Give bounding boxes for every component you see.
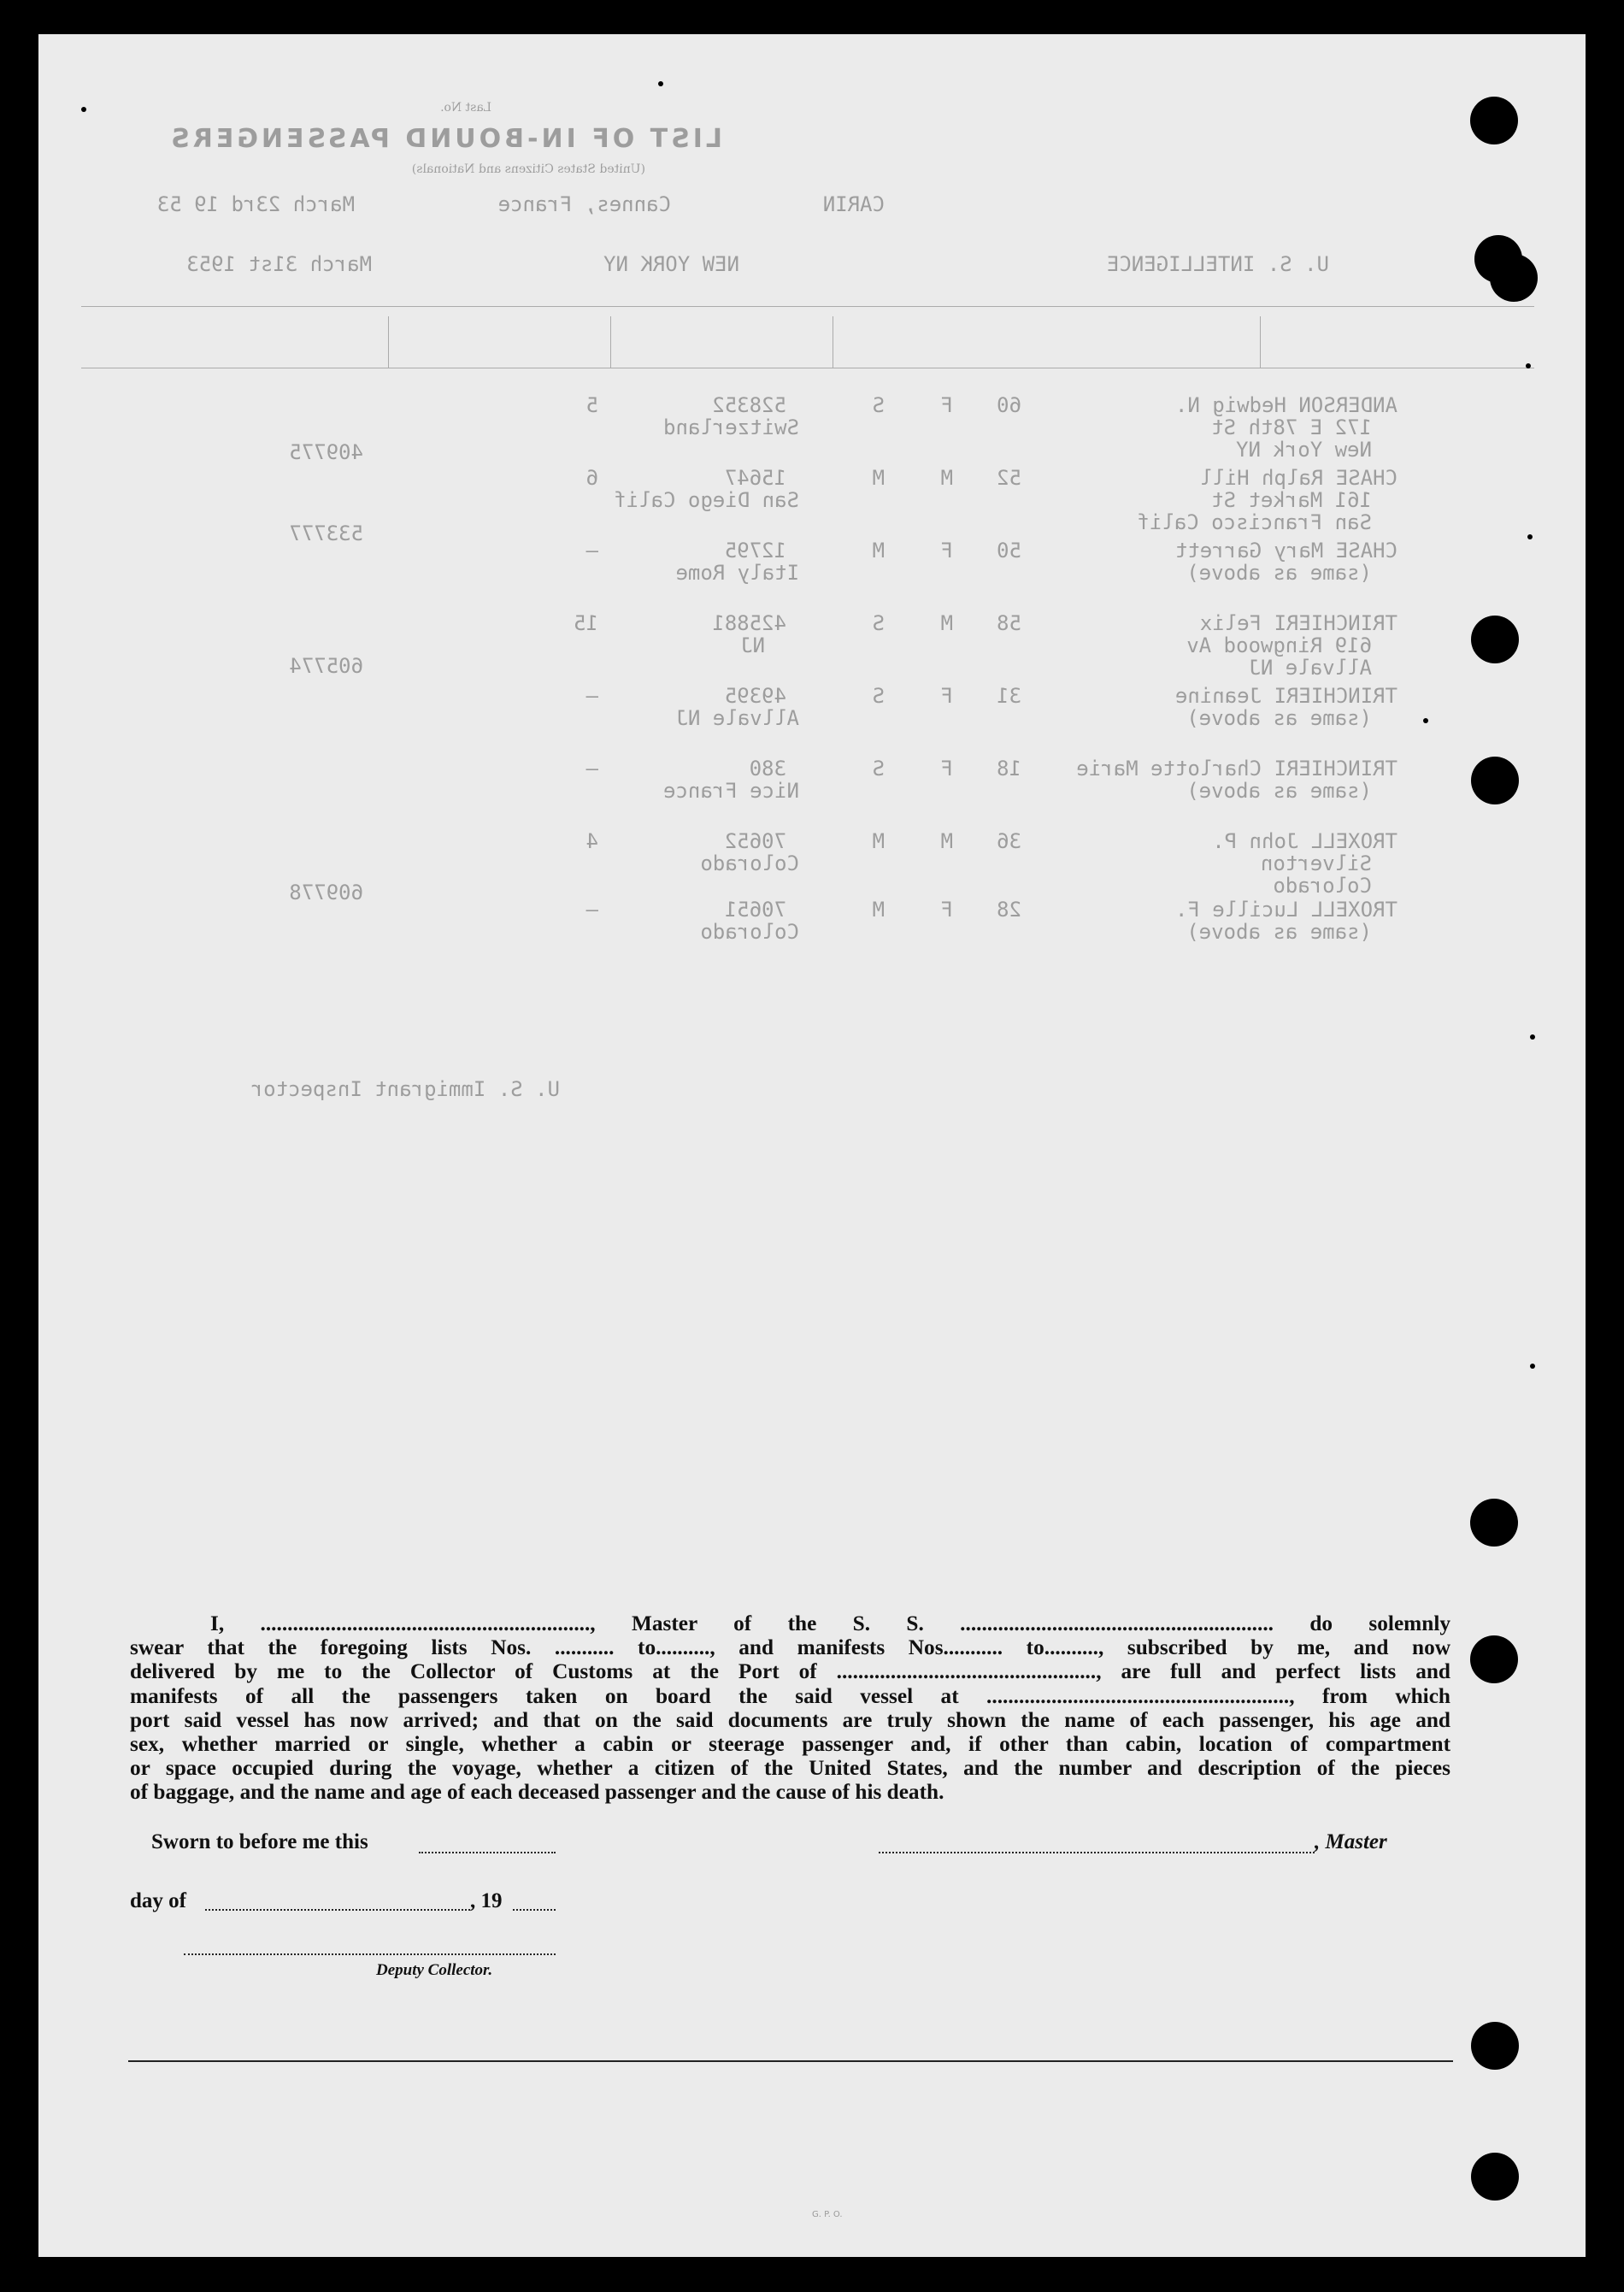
oath-line: I, ............................................................., Master of the S. S. .......................................................... do solemnly [210,1611,1450,1635]
bleed-entry-row: — [585,539,598,563]
bleed-entry-row: 5 [585,393,598,417]
bleed-rule [610,316,611,368]
speck [1527,534,1533,539]
year-line [513,1909,556,1911]
oath-line: port said vessel has now arrived; and that on the said documents are truly shown the name of each passenger, his age and [130,1707,1450,1732]
speck [1530,1034,1535,1040]
bleed-entry-passport: 425881 [712,611,786,635]
bleed-departure-date: March 23rd 19 53 [156,192,355,216]
bleed-arrival-port: NEW YORK NY [603,252,739,276]
bleed-entry-age: 50 [997,539,1021,563]
bleed-entry-name: TROXELL Lucille F. [1174,898,1397,922]
bleed-vessel: CARIN [822,192,885,216]
bleed-entry-passport: 12795 [724,539,786,563]
bleed-entry-address: Colorado [1273,874,1372,898]
bleed-entry-status: S [872,684,885,708]
bleed-entry-place: Nice France [663,779,799,803]
day-of-line [205,1909,470,1911]
bottom-rule [128,2060,1453,2062]
master-label: , Master [1315,1830,1387,1853]
bleed-entry-sex: M [940,466,953,490]
sworn-date-line [419,1852,556,1853]
year-label: , 19 [470,1889,503,1912]
bleed-entry-sex: F [940,539,953,563]
bleed-entry-address: 161 Market St [1211,488,1372,512]
deputy-signature-line [184,1953,556,1955]
bleed-margin-number: 609778 [289,881,363,904]
master-signature-line [879,1852,1315,1853]
speck [1423,718,1428,723]
printer-footer: G. P. O. [812,2210,843,2219]
speck [1526,363,1531,368]
oath-line: or space occupied during the voyage, whether a citizen of the United States, and the number and description of the pieces [130,1756,1450,1781]
oath-line: manifests of all the passengers taken on board the said vessel at ........................................................, from which [130,1683,1450,1708]
bleed-entry-name: TRINCHIERI Jeanine [1174,684,1397,708]
bleed-entry-address: New York NY [1236,438,1372,462]
bleed-entry-age: 18 [997,757,1021,781]
bleed-rule [1260,316,1261,368]
bleed-margin-number: 605774 [289,654,363,678]
punch-hole [1471,757,1519,804]
bleed-entry-name: ANDERSON Hedwig N. [1174,393,1397,417]
bleed-entry-name: TRINCHIERI Felix [1199,611,1397,635]
bleed-entry-sex: F [940,757,953,781]
oath-line: swear that the foregoing lists Nos. ........... to.........., and manifests Nos........... to.........., subscribed by me, and now [130,1635,1450,1660]
bleed-entry-passport: 70651 [724,898,786,922]
bleed-entry-name: TRINCHIERI Charlotte Marie [1076,757,1397,781]
bleed-entry-address: (same as above) [1186,779,1372,803]
bleed-entry-passport: 49395 [724,684,786,708]
oath-line: of baggage, and the name and age of each deceased passenger and the cause of his death. [130,1780,944,1805]
bleed-from-port: Cannes, France [497,192,671,216]
speck [81,107,86,112]
deputy-collector-label: Deputy Collector. [376,1961,493,1979]
bleed-entry-row: — [585,757,598,781]
bleed-entry-address: Allvale NJ [1248,656,1372,680]
bleed-entry-address: 619 Ringwood Av [1186,633,1372,657]
bleed-entry-sex: F [940,898,953,922]
bleed-entry-status: M [872,829,885,853]
bleed-entry-address: 172 E 78th St [1211,415,1372,439]
bleed-header-subtitle: (United States Citizens and Nationals) [411,162,645,176]
bleed-entry-address: Silverton [1260,851,1372,875]
bleed-entry-name: CHASE Ralph Hill [1199,466,1397,490]
bleed-entry-status: M [872,466,885,490]
bleed-rule [388,316,389,368]
punch-hole [1490,254,1538,302]
bleed-entry-passport: 70652 [724,829,786,853]
bleed-entry-place: Colorado [700,851,799,875]
bleed-list-no: Last No. [440,101,491,115]
oath-line: sex, whether married or single, whether a cabin or steerage passenger and, if other than cabin, location of compartment [130,1732,1450,1757]
master-oath-paragraph [130,1611,1450,1805]
day-of-label: day of [130,1889,186,1912]
bleed-entry-age: 52 [997,466,1021,490]
bleed-arrival-date: March 31st 1953 [186,252,372,276]
bleed-through-mirror [38,34,1586,1163]
bleed-entry-status: S [872,757,885,781]
bleed-entry-age: 31 [997,684,1021,708]
punch-hole [1470,97,1518,144]
punch-hole [1470,1635,1518,1683]
bleed-entry-row: 6 [585,466,598,490]
bleed-entry-age: 36 [997,829,1021,853]
bleed-entry-age: 60 [997,393,1021,417]
bleed-entry-address: (same as above) [1186,920,1372,944]
bleed-entry-sex: F [940,684,953,708]
bleed-through-layer [38,34,1586,1163]
bleed-entry-place: Switzerland [663,415,799,439]
bleed-entry-row: 4 [585,829,598,853]
speck [658,81,663,86]
bleed-agency: U. S. INTELLIGENCE [1106,252,1329,276]
bleed-entry-place: Italy Rome [675,561,799,585]
sworn-label: Sworn to before me this [151,1830,368,1853]
bleed-entry-place: San Diego Calif [614,488,799,512]
punch-hole [1471,2022,1519,2070]
punch-hole [1471,616,1519,663]
bleed-rule [81,306,1534,307]
bleed-header-title: LIST OF IN-BOUND PASSENGERS [168,124,722,154]
bleed-entry-passport: 528352 [712,393,786,417]
bleed-entry-place: NJ [740,633,765,657]
bleed-entry-address: (same as above) [1186,561,1372,585]
punch-hole [1471,2153,1519,2201]
bleed-margin-number: 533777 [289,521,363,545]
bleed-margin-number: 409775 [289,440,363,464]
bleed-entry-address: San Francisco Calif [1137,510,1372,534]
bleed-entry-sex: F [940,393,953,417]
bleed-entry-status: S [872,611,885,635]
punch-hole [1470,1499,1518,1547]
bleed-entry-place: Allvale NJ [675,706,799,730]
bleed-entry-passport: 15647 [724,466,786,490]
bleed-entry-sex: M [940,611,953,635]
bleed-entry-row: 15 [574,611,598,635]
document-page [38,34,1586,2257]
oath-line: delivered by me to the Collector of Customs at the Port of ................................................, are full and perfect lists and [130,1659,1450,1684]
bleed-entry-address: (same as above) [1186,706,1372,730]
bleed-entry-age: 58 [997,611,1021,635]
speck [1530,1364,1535,1369]
bleed-entry-row: — [585,898,598,922]
bleed-entry-name: CHASE Mary Garrett [1174,539,1397,563]
bleed-entry-status: M [872,539,885,563]
bleed-entry-status: M [872,898,885,922]
bleed-entry-place: Colorado [700,920,799,944]
bleed-entry-status: S [872,393,885,417]
bleed-entry-age: 28 [997,898,1021,922]
bleed-inspector-stamp: U. S. Immigrant Inspector [250,1077,560,1101]
bleed-entry-row: — [585,684,598,708]
bleed-entry-sex: M [940,829,953,853]
bleed-entry-name: TROXELL John P. [1212,829,1397,853]
bleed-entry-passport: 380 [749,757,786,781]
